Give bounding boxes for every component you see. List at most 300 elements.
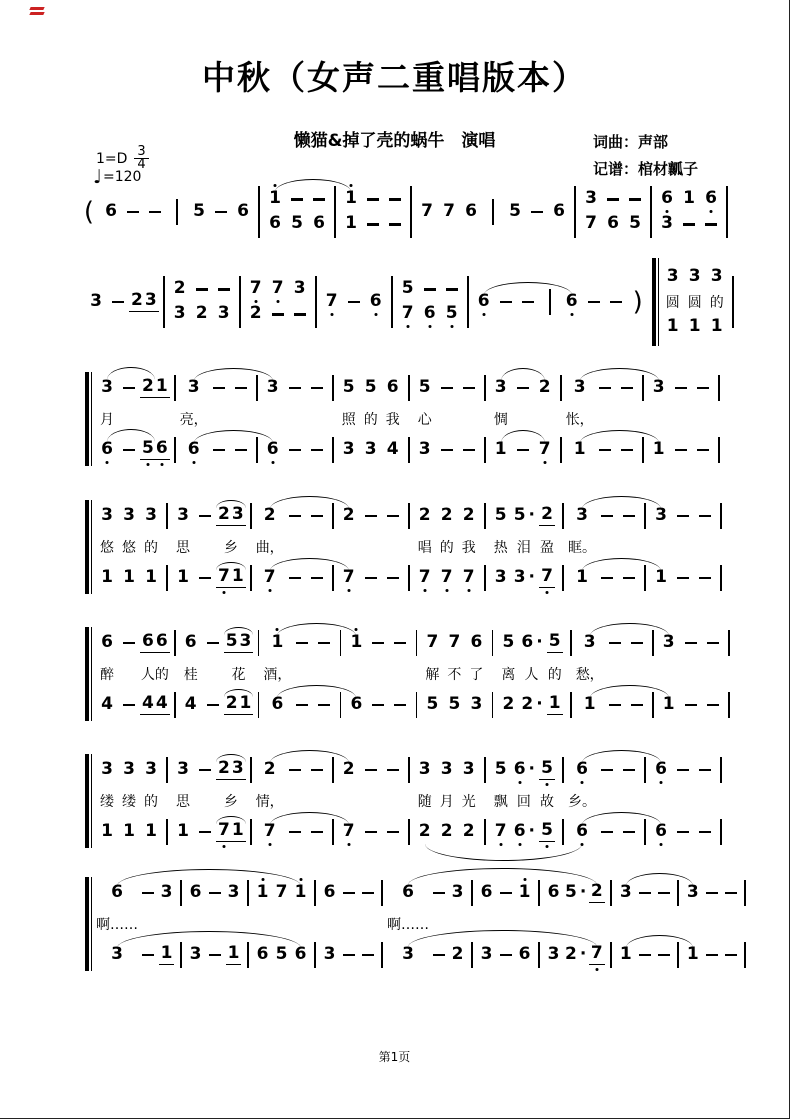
dash-token	[311, 449, 323, 452]
dash-token	[199, 515, 211, 518]
dash-token	[677, 515, 689, 518]
note-token: 1	[267, 190, 283, 209]
note-token: 4	[101, 693, 113, 714]
note-token: 1	[227, 943, 240, 963]
dash-token	[683, 223, 695, 226]
note-token: 6	[101, 631, 113, 652]
barline	[492, 199, 494, 225]
note-column	[519, 627, 543, 721]
note-token: 5	[342, 376, 355, 397]
note-column	[458, 754, 480, 848]
note-token: 6	[703, 190, 719, 209]
note-token: 1	[343, 190, 359, 209]
dash-token	[199, 769, 211, 772]
note-token: 1	[619, 943, 632, 964]
dash-token	[631, 704, 643, 707]
dash-token	[699, 577, 711, 580]
dash-token	[215, 211, 227, 214]
note-token: 5	[494, 504, 507, 525]
score-system	[85, 372, 724, 466]
note-token: 2	[173, 278, 186, 298]
corner-logo	[30, 5, 46, 19]
note-token: 3	[686, 881, 699, 902]
note-token: 2	[541, 504, 553, 524]
note-token: 3	[462, 758, 475, 779]
barline	[332, 375, 334, 401]
slur-arc	[590, 623, 669, 636]
note-column	[310, 877, 320, 971]
note-column	[85, 290, 107, 315]
note-column	[606, 877, 616, 971]
barline	[258, 186, 260, 238]
barline	[718, 375, 720, 401]
dash-token	[289, 515, 301, 518]
barline	[391, 276, 393, 328]
note-column	[441, 277, 463, 327]
octave-dot-low	[347, 589, 350, 592]
note-column	[100, 200, 122, 225]
note-column	[194, 500, 216, 594]
dash-token	[343, 954, 355, 957]
note-column	[465, 627, 487, 721]
note-column	[404, 754, 414, 848]
note-column	[534, 877, 544, 971]
note-column	[411, 627, 421, 721]
lyric-syllable: 怅，	[565, 412, 594, 428]
dash-token	[699, 769, 711, 772]
octave-dot-low	[423, 589, 426, 592]
dash-token	[213, 449, 225, 452]
note-column	[716, 500, 726, 594]
barline	[166, 757, 168, 783]
barline	[416, 692, 418, 718]
barline	[560, 437, 562, 463]
note-column	[702, 877, 721, 971]
slur-arc	[216, 816, 246, 824]
system-bracket	[85, 754, 92, 848]
note-token: 5	[502, 631, 515, 652]
note-column	[512, 372, 534, 466]
note-column	[419, 277, 441, 327]
note-column	[129, 290, 159, 315]
performer-line: 懒猫&掉了壳的蜗牛 演唱	[293, 131, 496, 151]
octave-dot-high	[276, 628, 279, 631]
dash-token	[207, 642, 219, 645]
note-token: 7 1	[216, 822, 246, 842]
note-token: 2 3	[218, 758, 244, 778]
lyric-syllable: 圆	[665, 295, 680, 311]
note-column	[246, 754, 256, 848]
note-token: 6	[553, 200, 565, 221]
note-token: 2 ·	[521, 693, 543, 714]
note-column	[673, 877, 683, 971]
note-token: 6	[184, 631, 197, 652]
note-column	[230, 372, 252, 466]
note-column	[267, 277, 289, 327]
note-column	[421, 627, 443, 721]
lyric-syllable: 解	[425, 667, 440, 683]
slur-arc	[425, 844, 582, 861]
note-column	[654, 877, 673, 971]
barline	[314, 942, 316, 968]
note-column	[205, 877, 224, 971]
note-column	[680, 627, 702, 721]
note-column	[638, 372, 648, 466]
barline	[610, 880, 612, 906]
dash-token	[601, 769, 613, 772]
octave-dot-low	[406, 325, 409, 328]
note-token: 2 1	[142, 376, 168, 396]
note-token: 6	[237, 200, 249, 221]
note-token: 3	[101, 376, 113, 397]
note-token: 3	[470, 693, 483, 714]
dash-token	[697, 449, 709, 452]
dash-token	[311, 387, 323, 390]
note-token: 1	[293, 884, 309, 903]
note-column	[684, 265, 706, 340]
note-token: 3	[101, 758, 113, 779]
barline	[166, 819, 168, 845]
note-token: 1	[145, 566, 157, 587]
dash-token	[639, 954, 651, 957]
note-token: 2	[440, 504, 453, 525]
dash-token	[517, 449, 529, 452]
note-token: 1	[160, 943, 173, 963]
lyric-syllable: 悠	[100, 540, 114, 556]
lyric-syllable: 桂	[183, 667, 198, 683]
note-token: 3	[402, 943, 414, 964]
note-column	[210, 200, 232, 225]
note-token: 7	[270, 280, 286, 299]
note-token: 1	[255, 884, 271, 903]
note-token: 1	[145, 820, 157, 841]
note-token: 1	[666, 315, 679, 336]
note-column	[694, 500, 716, 594]
note-column	[306, 500, 328, 594]
barline	[381, 942, 383, 968]
dash-token	[318, 642, 330, 645]
note-token: 1	[177, 820, 189, 841]
note-token: 5	[548, 631, 561, 651]
dash-token	[629, 198, 641, 201]
note-column	[568, 500, 596, 594]
note-column	[245, 277, 267, 327]
barline	[174, 375, 176, 401]
dash-token	[517, 387, 529, 390]
note-token: 6 ·	[512, 761, 536, 780]
note-column	[306, 372, 328, 466]
lyric-syllable: 我	[461, 540, 476, 556]
note-token: 6 ·	[512, 823, 536, 842]
dash-token	[699, 515, 711, 518]
note-token: 3	[227, 881, 240, 902]
note-column	[544, 877, 563, 971]
dash-token	[387, 769, 399, 772]
note-token: 3	[661, 213, 673, 233]
paren-token: (	[83, 197, 95, 227]
note-column	[202, 627, 224, 721]
dash-token	[631, 642, 643, 645]
note-column	[605, 290, 627, 315]
dash-token	[599, 449, 611, 452]
octave-dot-low	[192, 461, 195, 464]
note-column	[162, 500, 172, 594]
note-token: 6 6	[142, 631, 168, 651]
note-column	[208, 372, 230, 466]
dash-token	[289, 831, 301, 834]
dash-token	[235, 387, 247, 390]
note-token: 3	[145, 758, 157, 779]
note-token: 6	[271, 693, 284, 714]
note-token: 3	[440, 758, 453, 779]
barline	[174, 630, 176, 656]
note-column	[170, 372, 180, 466]
note-token: 3	[619, 881, 632, 902]
note-column	[96, 877, 138, 971]
note-token: 3	[177, 504, 189, 525]
note-token: 3 ·	[513, 566, 535, 587]
lyric-syllable: 的	[363, 412, 378, 428]
dash-token	[623, 831, 635, 834]
note-column	[658, 627, 680, 721]
note-column	[140, 627, 170, 721]
note-token: 1	[583, 693, 596, 714]
dash-token	[500, 301, 512, 304]
note-token: 1	[710, 315, 723, 336]
dash-token	[149, 211, 161, 214]
note-token: 6	[476, 293, 492, 312]
lyric-syllable: 盈	[540, 540, 554, 556]
dash-token	[199, 831, 211, 834]
note-column	[604, 627, 626, 721]
note-token: 2	[418, 504, 431, 525]
dash-token	[609, 704, 621, 707]
barline	[174, 692, 176, 718]
note-token: 7	[443, 200, 455, 221]
dash-token	[209, 954, 221, 957]
note-column	[338, 500, 360, 594]
note-column	[672, 500, 694, 594]
note-token: 3	[364, 438, 377, 459]
barline	[720, 757, 722, 783]
note-token: 7	[493, 823, 509, 842]
score-system	[85, 500, 726, 594]
note-token: 5	[364, 376, 377, 397]
octave-dot-low	[581, 781, 584, 784]
note-column	[616, 372, 638, 466]
note-column	[118, 372, 140, 466]
note-column	[512, 500, 536, 594]
note-column	[558, 754, 568, 848]
note-token: 6	[574, 823, 590, 842]
double-barline	[652, 258, 659, 346]
note-column	[576, 627, 604, 721]
note-token: 2	[590, 881, 603, 901]
dash-token	[706, 892, 718, 895]
dash-token	[196, 288, 208, 291]
slur-arc	[117, 869, 301, 886]
note-column	[570, 186, 580, 238]
dash-token	[394, 642, 406, 645]
octave-dot-low	[660, 781, 663, 784]
lyric-syllable: 人	[524, 667, 539, 683]
lyric-syllable: 光	[461, 794, 476, 810]
note-token: 3	[418, 438, 431, 459]
note-token: 3	[323, 943, 336, 964]
note-token: 3	[101, 504, 113, 525]
note-column	[649, 258, 662, 346]
note-column	[272, 877, 291, 971]
note-column	[224, 877, 243, 971]
note-token: 5	[509, 200, 521, 221]
note-token: 7	[341, 823, 357, 842]
note-column	[180, 372, 208, 466]
dash-token	[658, 892, 670, 895]
barline	[484, 437, 486, 463]
lyric-syllable: 啊……	[96, 917, 138, 933]
lyric-syllable: 随	[417, 794, 432, 810]
note-token: 6	[402, 881, 414, 902]
dash-token	[433, 892, 445, 895]
dash-token	[311, 577, 323, 580]
note-token: 5	[539, 822, 555, 842]
note-column	[339, 877, 358, 971]
slur-arc	[277, 623, 356, 636]
note-column	[308, 187, 330, 237]
note-column	[648, 372, 670, 466]
note-column	[706, 265, 728, 340]
note-token: 3	[293, 278, 306, 298]
note-column	[360, 500, 382, 594]
barline	[484, 375, 486, 401]
system-bracket	[85, 877, 92, 971]
barline	[732, 276, 734, 328]
dash-token	[675, 387, 687, 390]
dash-token	[318, 704, 330, 707]
note-column	[436, 754, 458, 848]
note-column	[224, 627, 254, 721]
slur-arc	[216, 754, 246, 762]
dash-token	[289, 769, 301, 772]
note-token: 7	[461, 569, 477, 588]
note-token: 1	[548, 693, 561, 713]
barline	[250, 565, 252, 591]
barline	[726, 186, 728, 238]
lyric-syllable: 思	[176, 540, 190, 556]
note-token: 2 ·	[565, 943, 587, 964]
octave-dot-low	[482, 313, 485, 316]
note-column	[264, 187, 286, 237]
note-column	[360, 754, 382, 848]
note-column	[678, 187, 700, 237]
note-token: 6	[105, 200, 117, 221]
note-column	[627, 287, 649, 317]
note-column	[387, 276, 397, 328]
note-token: 2	[195, 303, 208, 323]
note-token: 7	[539, 568, 555, 588]
lyric-syllable: 醉	[100, 667, 114, 683]
note-token: 3	[494, 376, 507, 397]
note-token: 1	[494, 438, 507, 459]
note-token: 3	[342, 438, 355, 459]
note-token: 1	[123, 820, 135, 841]
dash-token	[705, 223, 717, 226]
lyric-syllable: 故	[540, 794, 554, 810]
dash-token	[311, 769, 323, 772]
octave-dot-low	[268, 843, 271, 846]
dash-token	[142, 954, 154, 957]
barline	[720, 565, 722, 591]
dash-token	[291, 198, 303, 201]
note-token: 3	[160, 881, 173, 902]
barline	[408, 375, 410, 401]
note-column	[289, 277, 311, 327]
note-column	[170, 627, 180, 721]
lyric-syllable: 不	[447, 667, 462, 683]
note-column	[504, 200, 526, 225]
dash-token	[289, 387, 301, 390]
quarter-note-icon: ♩	[93, 166, 102, 188]
note-token: 6	[189, 881, 202, 902]
lyric-syllable: 乡。	[568, 794, 596, 810]
note-column	[467, 877, 477, 971]
octave-dot-high	[350, 184, 353, 187]
note-column	[650, 754, 672, 848]
note-token: 6	[386, 376, 399, 397]
barline	[718, 437, 720, 463]
score-system	[85, 754, 726, 848]
note-token: 6	[422, 305, 438, 324]
octave-dot-low	[146, 463, 149, 466]
note-column	[180, 627, 202, 721]
note-token: 5	[539, 760, 555, 780]
system-bracket	[85, 500, 92, 594]
barline	[258, 692, 260, 718]
note-token: 3	[652, 376, 665, 397]
lyric-syllable: 月	[439, 794, 454, 810]
meter-numerator: 3	[137, 144, 146, 159]
barline	[174, 437, 176, 463]
dash-token	[296, 704, 308, 707]
note-token: 1	[345, 213, 357, 233]
note-token: 2	[263, 758, 276, 779]
credits-block	[593, 129, 698, 183]
note-token: 3	[655, 504, 667, 525]
note-token: 6	[294, 943, 307, 964]
lyric-syllable: 飘	[493, 794, 508, 810]
dash-token	[685, 642, 697, 645]
note-column	[118, 627, 140, 721]
barline	[250, 503, 252, 529]
note-token: 7	[537, 441, 553, 460]
octave-dot-low	[428, 325, 431, 328]
note-column	[640, 500, 650, 594]
score-system	[85, 258, 738, 346]
note-token: 1	[683, 188, 695, 208]
note-column	[436, 372, 458, 466]
barline	[258, 630, 260, 656]
note-column	[618, 754, 640, 848]
dash-token	[389, 223, 401, 226]
dash-token	[387, 515, 399, 518]
octave-dot-low	[518, 781, 521, 784]
dash-token	[463, 387, 475, 390]
note-token: 5	[629, 213, 641, 233]
note-token: 7	[341, 569, 357, 588]
barline	[570, 630, 572, 656]
dash-token	[123, 449, 135, 452]
barline	[492, 692, 494, 718]
